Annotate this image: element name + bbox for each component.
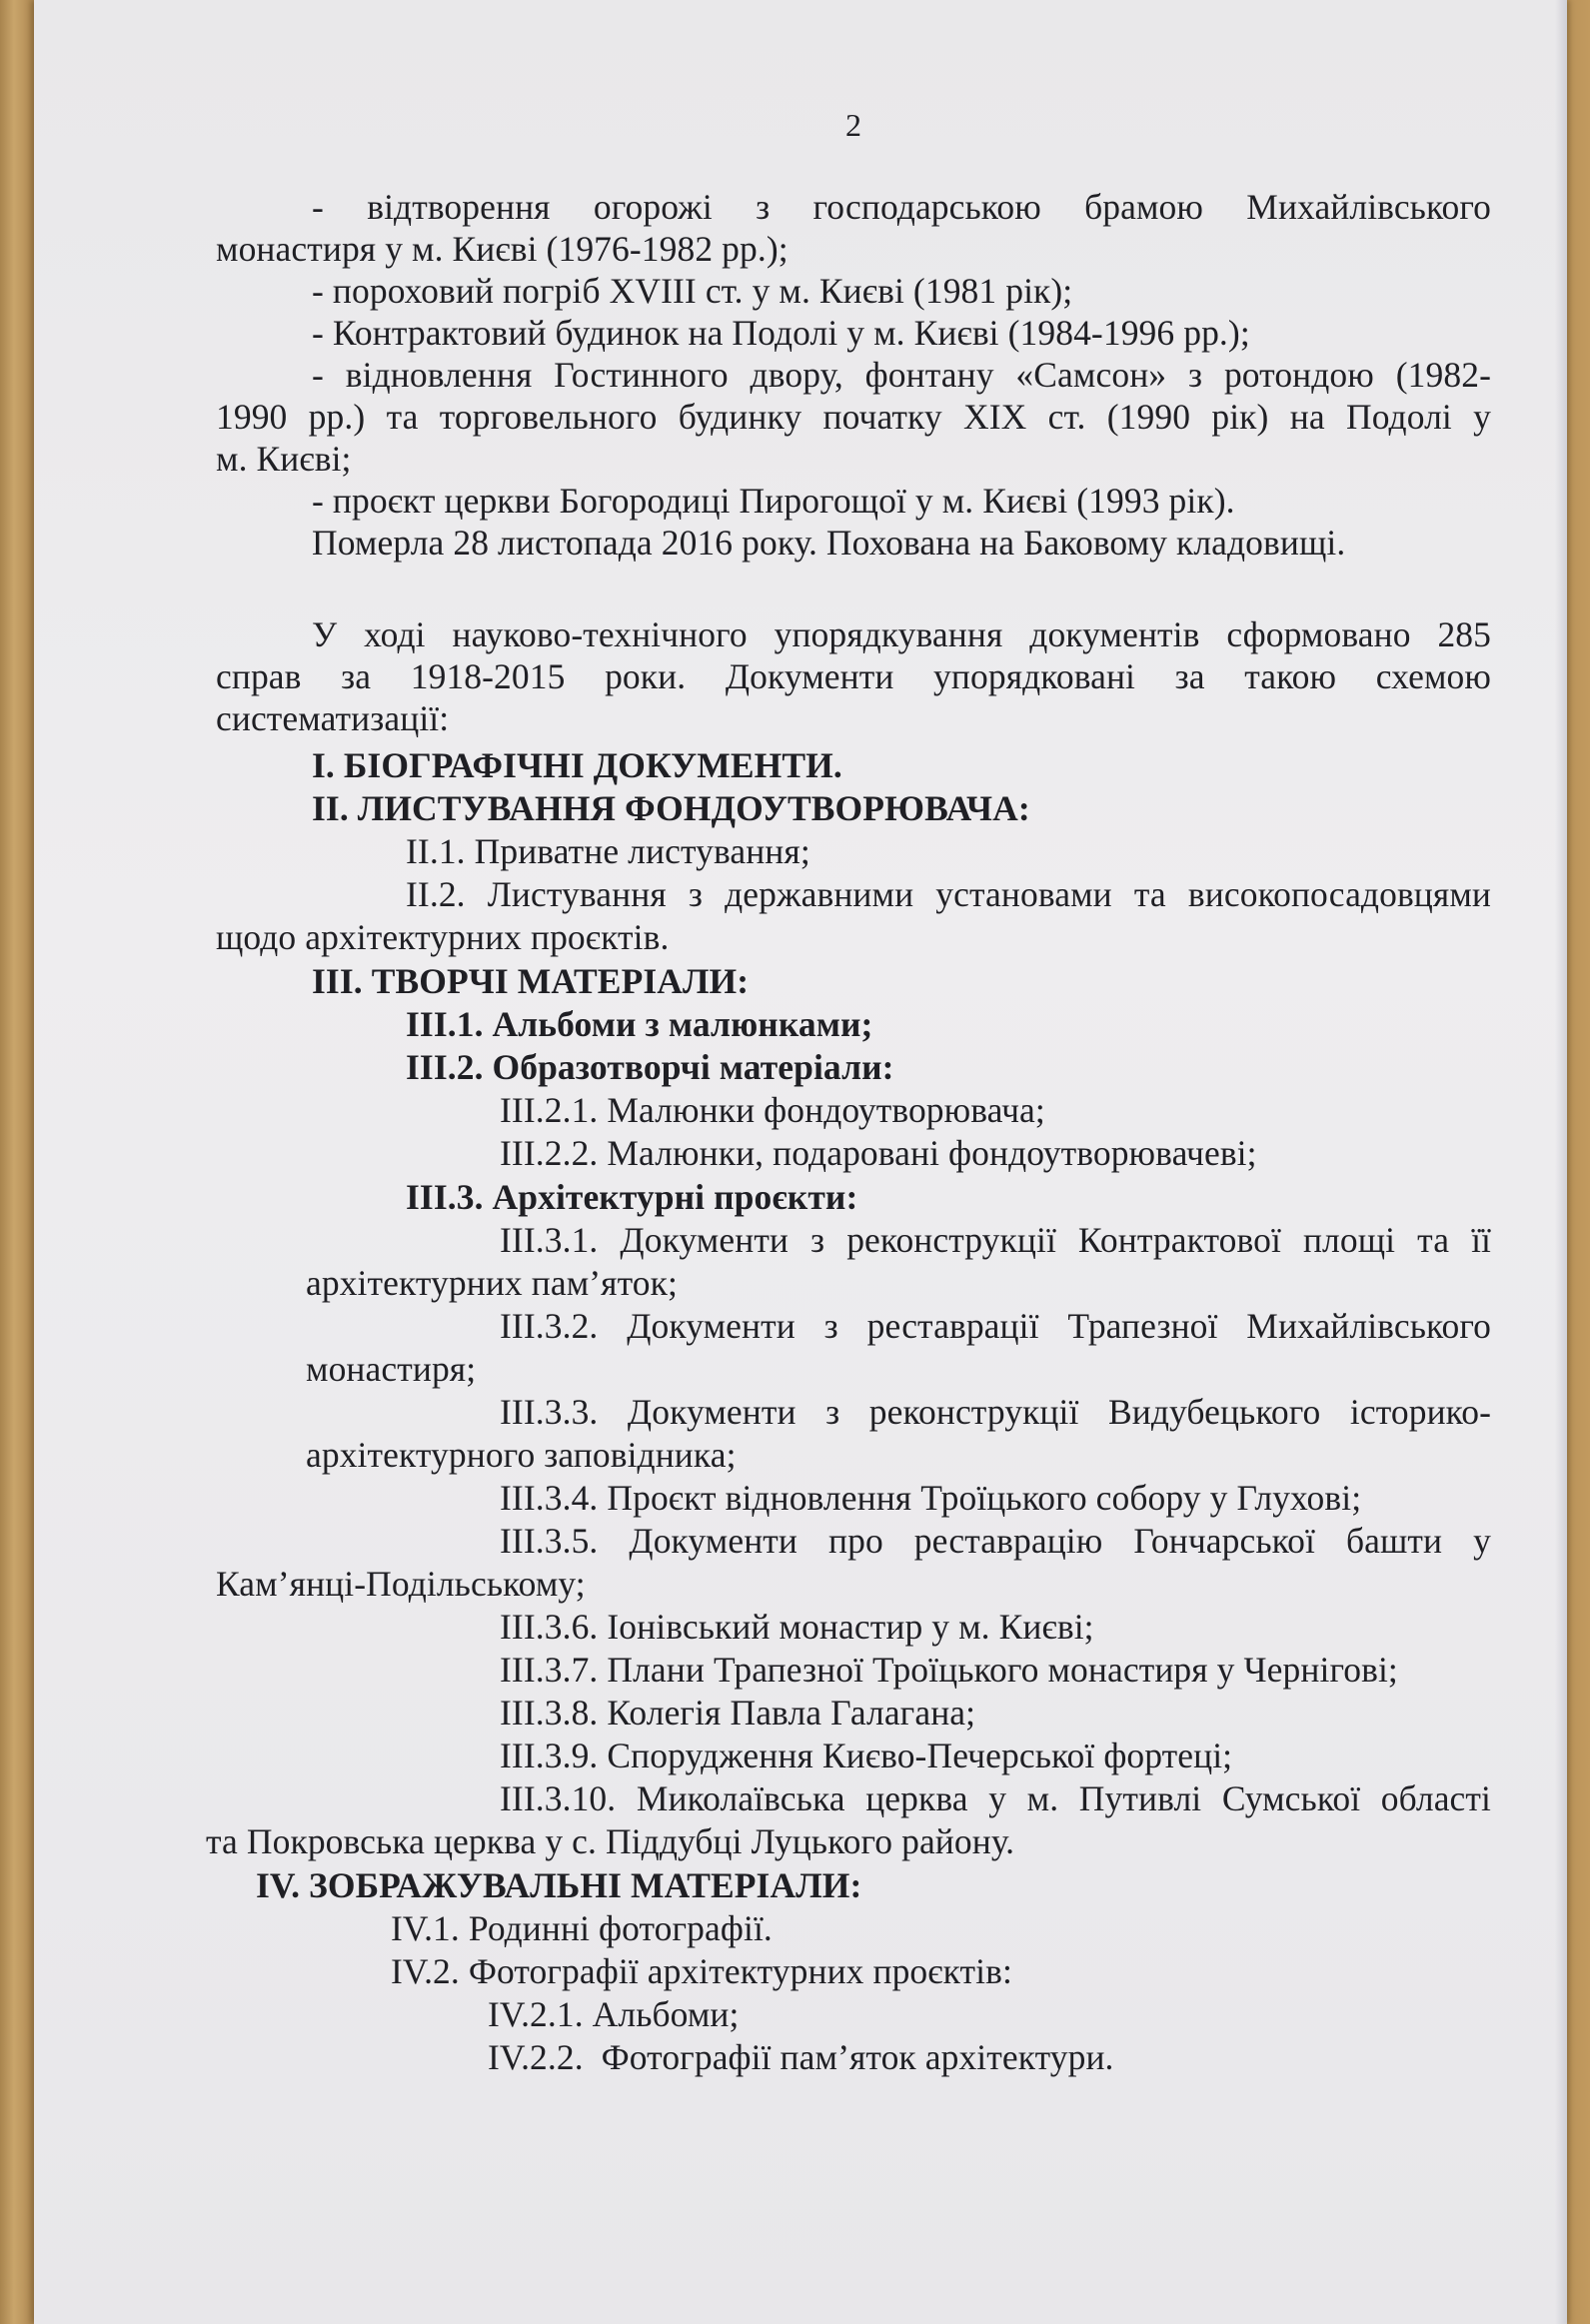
- text-line: монастиря у м. Києві (1976-1982 рр.);: [216, 229, 789, 269]
- scheme-item: IV.1. Родинні фотографії.: [391, 1908, 773, 1948]
- scheme-item: ІІІ.3.4. Проєкт відновлення Троїцького собору у Глухові;: [500, 1478, 1362, 1518]
- section-heading: IV. ЗОБРАЖУВАЛЬНІ МАТЕРІАЛИ:: [256, 1865, 862, 1905]
- scheme-item: монастиря;: [306, 1349, 477, 1389]
- text-line: систематизації:: [216, 698, 450, 738]
- page-text-block: [206, 0, 1491, 2324]
- scheme-item: архітектурних пам’яток;: [306, 1263, 678, 1303]
- scheme-item: ІІІ.3.10. Миколаївська церква у м. Путивлі Сумської області: [500, 1778, 1491, 1818]
- scheme-item: ІІІ.2.2. Малюнки, подаровані фондоутворювачеві;: [500, 1133, 1257, 1173]
- scheme-item: ІІІ.3.1. Документи з реконструкції Контрактової площі та її: [500, 1220, 1491, 1260]
- subsection-heading: ІІІ.1. Альбоми з малюнками;: [406, 1004, 873, 1044]
- scheme-item: IV.2.1. Альбоми;: [488, 1994, 740, 2034]
- scheme-item: ІІ.1. Приватне листування;: [406, 831, 810, 871]
- page-number: 2: [844, 107, 862, 143]
- section-heading: І. БІОГРАФІЧНІ ДОКУМЕНТИ.: [312, 745, 842, 785]
- text-line: Померла 28 листопада 2016 року. Похована на Баковому кладовищі.: [312, 523, 1346, 563]
- page-edge-shadow: [1555, 0, 1567, 2324]
- section-heading: ІІ. ЛИСТУВАННЯ ФОНДОУТВОРЮВАЧА:: [312, 788, 1030, 828]
- scheme-item: та Покровська церква у с. Піддубці Луцького району.: [206, 1821, 1015, 1861]
- document-page: [34, 0, 1567, 2324]
- text-line: - Контрактовий будинок на Подолі у м. Києві (1984-1996 рр.);: [312, 313, 1250, 353]
- scheme-item: ІІІ.3.6. Іонівський монастир у м. Києві;: [500, 1607, 1094, 1647]
- text-line: - відтворення огорожі з господарською брамою Михайлівського: [312, 187, 1491, 227]
- text-line: 1990 рр.) та торговельного будинку початку ХІХ ст. (1990 рік) на Подолі у: [216, 397, 1491, 437]
- scheme-item: ІІІ.3.5. Документи про реставрацію Гончарської башти у: [500, 1521, 1491, 1561]
- scheme-item: Кам’янці-Подільському;: [216, 1564, 586, 1604]
- scheme-item: ІІІ.3.2. Документи з реставрації Трапезної Михайлівського: [500, 1306, 1491, 1346]
- section-heading: ІІІ. ТВОРЧІ МАТЕРІАЛИ:: [312, 961, 750, 1001]
- text-line: - пороховий погріб XVIII ст. у м. Києві (1981 рік);: [312, 271, 1073, 311]
- scheme-item: IV.2.2. Фотографії пам’яток архітектури.: [488, 2037, 1114, 2077]
- scheme-item: ІІІ.3.3. Документи з реконструкції Видубецького історико-: [500, 1392, 1491, 1432]
- scheme-item: архітектурного заповідника;: [306, 1435, 737, 1475]
- scheme-item: ІІІ.3.7. Плани Трапезної Троїцького монастиря у Чернігові;: [500, 1650, 1398, 1690]
- text-line: У ході науково-технічного упорядкування документів сформовано 285: [312, 614, 1491, 654]
- subsection-heading: ІІІ.3. Архітектурні проєкти:: [406, 1177, 858, 1217]
- scheme-item: ІІІ.2.1. Малюнки фондоутворювача;: [500, 1090, 1045, 1130]
- scheme-item: ІІІ.3.9. Спорудження Києво-Печерської фортеці;: [500, 1736, 1233, 1775]
- scheme-item: ІІІ.3.8. Колегія Павла Галагана;: [500, 1693, 976, 1733]
- text-line: м. Києві;: [216, 439, 352, 479]
- subsection-heading: ІІІ.2. Образотворчі матеріали:: [406, 1047, 894, 1087]
- scheme-item: щодо архітектурних проєктів.: [216, 917, 670, 957]
- text-line: - відновлення Гостинного двору, фонтану «Самсон» з ротондою (1982-: [312, 355, 1491, 395]
- text-line: справ за 1918-2015 роки. Документи упорядковані за такою схемою: [216, 656, 1491, 696]
- text-line: - проєкт церкви Богородиці Пирогощої у м. Києві (1993 рік).: [312, 481, 1235, 521]
- scheme-item: ІІ.2. Листування з державними установами та високопосадовцями: [406, 874, 1491, 914]
- scheme-item: IV.2. Фотографії архітектурних проєктів:: [391, 1951, 1012, 1991]
